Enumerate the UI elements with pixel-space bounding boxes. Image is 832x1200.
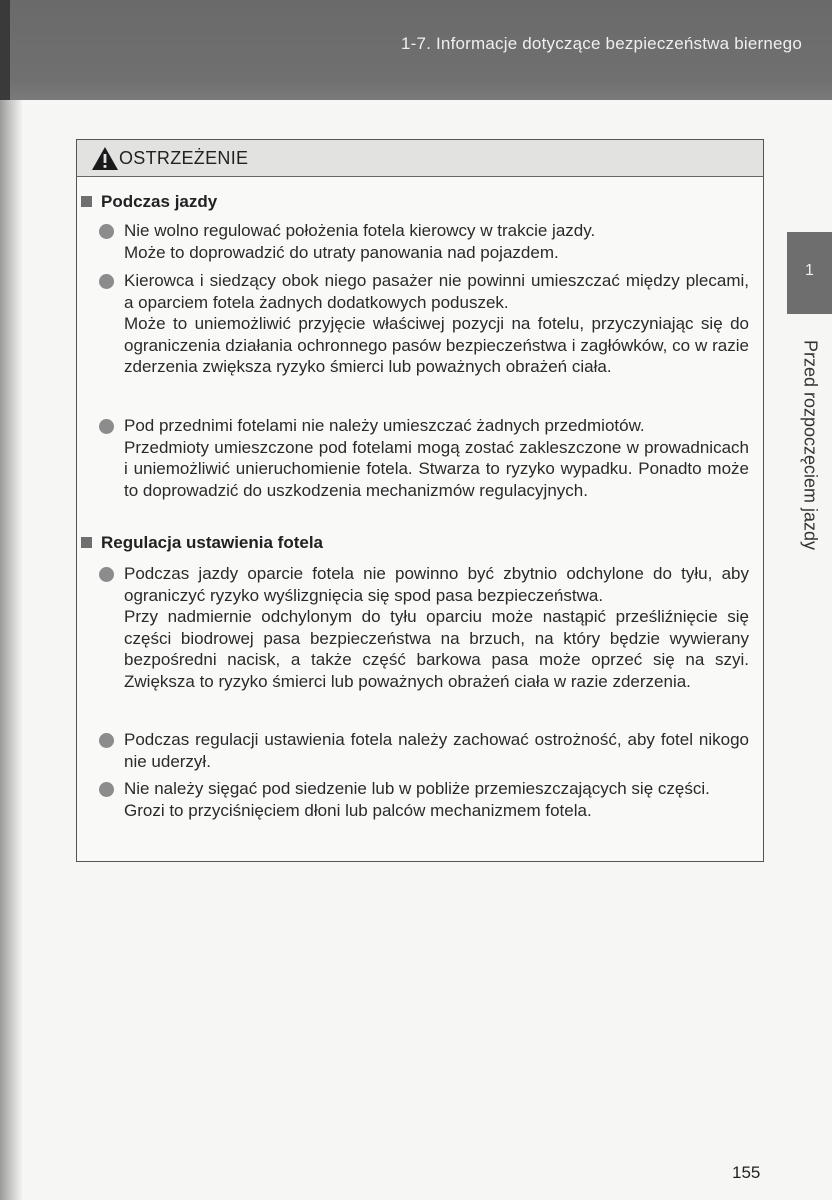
warning-box [76,139,764,862]
bullet-icon [99,419,114,434]
bullet-paragraph: Może to uniemożliwić przyjęcie właściwej pozycji na fotelu, przyczyniając się do ograniczenia działania ochronnego pasów bezpieczeństwa i zagłówków, co w razie zderzenia zwiększa ryzyko śmierci lub poważnych obrażeń ciała. [124,314,749,376]
bullet-paragraph: Podczas regulacji ustawienia fotela należy zachować ostrożność, aby fotel nikogo nie uderzył. [124,730,749,771]
bullet-item [124,563,749,692]
bullet-paragraph: Kierowca i siedzący obok niego pasażer nie powinni umieszczać między plecami, a oparciem fotela żadnych dodatkowych poduszek. [124,271,749,312]
bullet-icon [99,782,114,797]
section-title-text: Podczas jazdy [101,192,218,211]
bullet-paragraph: Przedmioty umieszczone pod fotelami mogą zostać zakleszczone w prowadnicach i uniemożliwić unieruchomienie fotela. Stwarza to ryzyko wypadku. Ponadto może to doprowadzić do uszkodzenia mechanizmów regulacyjnych. [124,437,749,500]
section-square-icon [81,196,92,207]
bullet-paragraph: Podczas jazdy oparcie fotela nie powinno być zbytnio odchylone do tyłu, aby ograniczyć ryzyko wyślizgnięcia się spod pasa bezpieczeństwa. [124,564,749,605]
bullet-icon [99,274,114,289]
bullet-paragraph: Nie wolno regulować położenia fotela kierowcy w trakcie jazdy. [124,221,596,240]
chapter-tab [787,232,832,314]
bullet-paragraph: Może to doprowadzić do utraty panowania nad pojazdem. [124,242,559,262]
chapter-tab-label: Przed rozpoczęciem jazdy [800,339,821,551]
section-title [81,533,323,553]
bullet-item [124,415,749,501]
bullet-item [124,270,749,378]
bullet-icon [99,733,114,748]
warning-title: OSTRZEŻENIE [119,148,249,168]
bullet-item [124,729,749,772]
section-title [81,192,217,212]
bullet-paragraph: Pod przednimi fotelami nie należy umieszczać żadnych przedmiotów. [124,416,645,435]
section-title-text: Regulacja ustawienia fotela [101,533,324,552]
bullet-paragraph: Grozi to przyciśnięciem dłoni lub palców mechanizmem fotela. [124,800,592,820]
page-spine-shadow [0,0,22,1200]
warning-header [77,140,763,177]
chapter-tab-number: 1 [805,262,814,279]
bullet-icon [99,224,114,239]
bullet-paragraph: Nie należy sięgać pod siedzenie lub w pobliże przemieszczających się części. [124,779,710,798]
bullet-icon [99,567,114,582]
page-number: 155 [732,1163,761,1182]
bullet-item [124,220,749,263]
chapter-header [10,0,832,100]
bullet-item [124,778,749,821]
bullet-paragraph: Przy nadmiernie odchylonym do tyłu oparciu może nastąpić prześliźnięcie się części biodrowej pasa bezpieczeństwa na brzuch, na który będzie wywierany bezpośredni nacisk, a także część barkowa pasa może oprzeć się na szyi. Zwiększa to ryzyko śmierci lub poważnych obrażeń ciała w razie zderzenia. [124,607,749,691]
chapter-title: 1-7. Informacje dotyczące bezpieczeństwa biernego [400,34,802,53]
warning-triangle-icon [91,146,119,171]
section-square-icon [81,537,92,548]
